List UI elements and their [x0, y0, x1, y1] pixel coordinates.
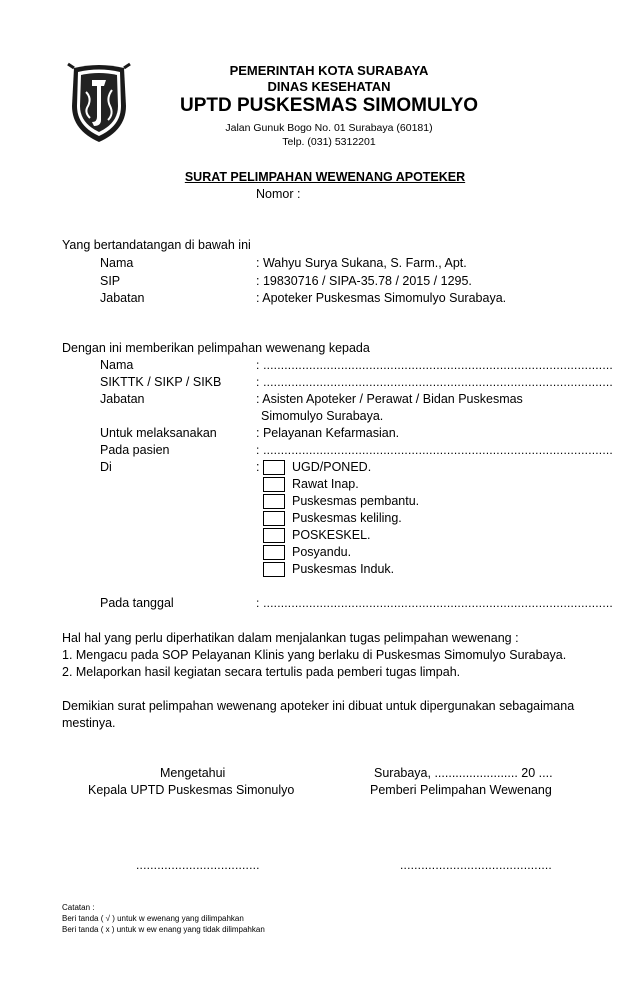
signer-jabatan-label: Jabatan	[100, 291, 145, 305]
delegate-jabatan-value-2: Simomulyo Surabaya.	[261, 409, 384, 423]
checkbox-posyandu[interactable]	[263, 545, 285, 560]
footnote-line-1: Beri tanda ( √ ) untuk w ewenang yang dilimpahkan	[62, 914, 244, 923]
date-field[interactable]: : ...................................................................................................	[256, 596, 613, 610]
delegate-jabatan-value: : Asisten Apoteker / Perawat / Bidan Puskesmas	[256, 392, 523, 406]
sign-left-role: Kepala UPTD Puskesmas Simonulyo	[88, 783, 295, 797]
notes-item-1: 1. Mengacu pada SOP Pelayanan Klinis yang berlaku di Puskesmas Simomulyo Surabaya.	[62, 648, 567, 662]
header-address: Jalan Gunuk Bogo No. 01 Surabaya (60181)	[225, 122, 433, 134]
location-posyandu: Posyandu.	[292, 545, 352, 559]
delegate-license-label: SIKTTK / SIKP / SIKB	[100, 375, 222, 389]
closing-line-2: mestinya.	[62, 716, 116, 730]
checkbox-puskesmas-keliling[interactable]	[263, 511, 285, 526]
date-label: Pada tanggal	[100, 596, 174, 610]
sign-right-name-line[interactable]: ...........................................	[400, 858, 552, 872]
delegate-location-label: Di	[100, 460, 112, 474]
delegate-jabatan-label: Jabatan	[100, 392, 145, 406]
checkbox-puskesmas-pembantu[interactable]	[263, 494, 285, 509]
delegate-patient-field[interactable]: : ...................................................................................................	[256, 443, 613, 457]
delegate-name-label: Nama	[100, 358, 134, 372]
delegate-license-field[interactable]: : ...................................................................................................	[256, 375, 613, 389]
signer-sip-label: SIP	[100, 274, 121, 288]
document-number: Nomor :	[256, 187, 301, 201]
delegate-location-colon: :	[256, 460, 260, 474]
checkbox-poskeskel[interactable]	[263, 528, 285, 543]
signer-jabatan-value: : Apoteker Puskesmas Simomulyo Surabaya.	[256, 291, 507, 305]
delegate-intro: Dengan ini memberikan pelimpahan wewenang kepada	[62, 341, 370, 355]
header-department: DINAS KESEHATAN	[267, 79, 391, 94]
signer-sip-value: : 19830716 / SIPA-35.78 / 2015 / 1295.	[256, 274, 472, 288]
sign-left-heading: Mengetahui	[160, 766, 226, 780]
delegate-task-value: : Pelayanan Kefarmasian.	[256, 426, 400, 440]
signer-name-label: Nama	[100, 256, 134, 270]
header-organization: UPTD PUSKESMAS SIMOMULYO	[179, 95, 479, 116]
document-title: SURAT PELIMPAHAN WEWENANG APOTEKER	[184, 170, 466, 184]
footnote-line-2: Beri tanda ( x ) untuk w ew enang yang tidak dilimpahkan	[62, 925, 265, 934]
closing-line-1: Demikian surat pelimpahan wewenang apoteker ini dibuat untuk dipergunakan sebagaimana	[62, 699, 575, 713]
delegate-name-field[interactable]: : ...................................................................................................	[256, 358, 613, 372]
delegate-patient-label: Pada pasien	[100, 443, 170, 457]
location-ugd: UGD/PONED.	[292, 460, 372, 474]
location-puskesmas-induk: Puskesmas Induk.	[292, 562, 395, 576]
notes-item-2: 2. Melaporkan hasil kegiatan secara tertulis pada pemberi tugas limpah.	[62, 665, 461, 679]
location-puskesmas-pembantu: Puskesmas pembantu.	[292, 494, 420, 508]
sign-right-place-date: Surabaya, ........................ 20 ....	[374, 766, 553, 780]
header-phone: Telp. (031) 5312201	[282, 136, 376, 148]
signer-intro: Yang bertandatangan di bawah ini	[62, 238, 251, 252]
sign-left-name-line[interactable]: ...................................	[136, 858, 260, 872]
checkbox-ugd[interactable]	[263, 460, 285, 475]
sign-right-role: Pemberi Pelimpahan Wewenang	[370, 783, 552, 797]
notes-intro: Hal hal yang perlu diperhatikan dalam menjalankan tugas pelimpahan wewenang :	[62, 631, 519, 645]
checkbox-rawat-inap[interactable]	[263, 477, 285, 492]
checkbox-puskesmas-induk[interactable]	[263, 562, 285, 577]
location-poskeskel: POSKESKEL.	[292, 528, 371, 542]
header-government: PEMERINTAH KOTA SURABAYA	[229, 63, 429, 78]
delegate-task-label: Untuk melaksanakan	[100, 426, 217, 440]
location-puskesmas-keliling: Puskesmas keliling.	[292, 511, 402, 525]
signer-name-value: : Wahyu Surya Sukana, S. Farm., Apt.	[256, 256, 467, 270]
location-rawat-inap: Rawat Inap.	[292, 477, 359, 491]
footnote-title: Catatan :	[62, 903, 95, 912]
